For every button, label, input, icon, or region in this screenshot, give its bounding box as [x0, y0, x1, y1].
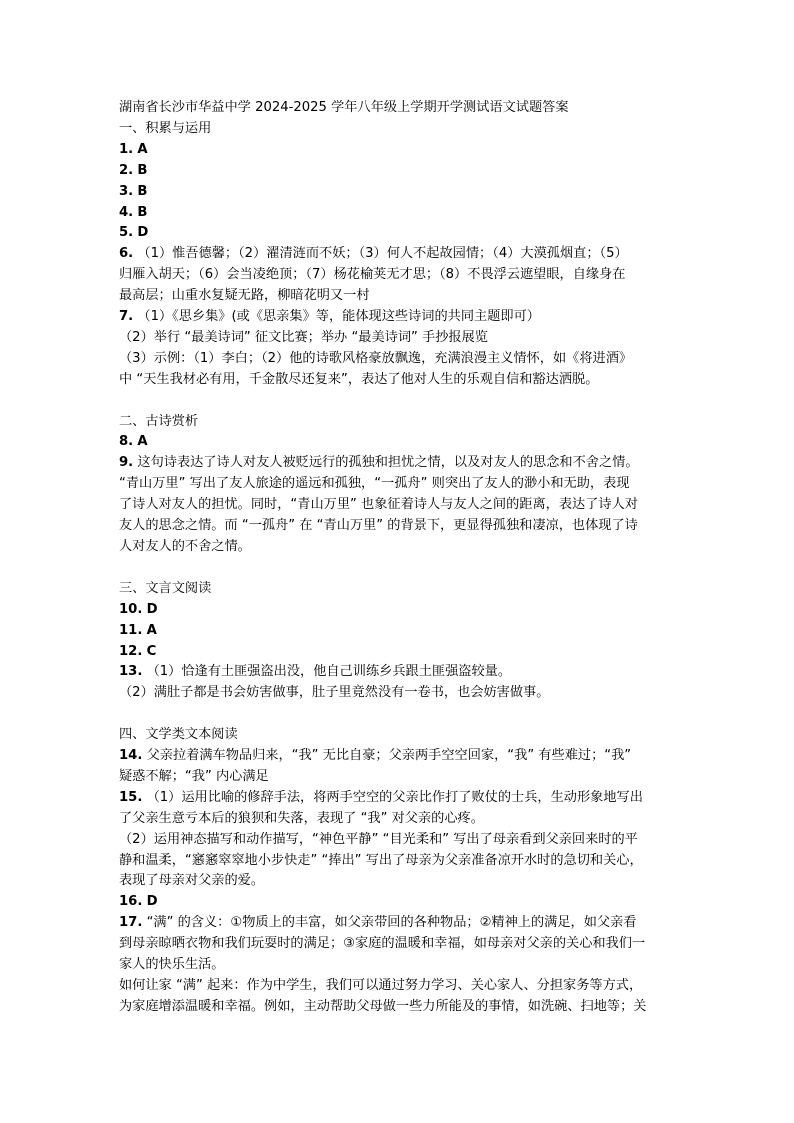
spacer — [119, 391, 685, 412]
answer-choice: A — [137, 141, 148, 157]
answer-q14-line — [119, 746, 685, 767]
answer-q17-line: 为家庭增添温暖和幸福。例如，主动帮助父母做一些力所能及的事情，如洗碗、扫地等；关 — [119, 998, 647, 1014]
answer-choice: D — [146, 894, 158, 910]
answer-q7-line: （3）示例：（1）李白；（2）他的诗歌风格豪放飘逸，充满浪漫主义情怀，如《将进酒》 — [119, 350, 633, 366]
answer-choice: D — [137, 225, 149, 241]
question-number: 1. — [119, 141, 134, 157]
answer-text: （1）《思乡集》(或《思亲集》等，能体现这些诗词的共同主题即可） — [137, 309, 540, 325]
answer-q3 — [119, 182, 685, 203]
answer-choice: A — [146, 622, 157, 638]
answer-q13-line: （2）满肚子都是书会妨害做事，肚子里竟然没有一卷书，也会妨害做事。 — [119, 685, 550, 701]
answer-q9-line: 人对友人的不舍之情。 — [119, 539, 251, 555]
answer-text: （1）恰逢有土匪强盗出没，他自己训练乡兵跟土匪强盗较量。 — [146, 664, 512, 680]
question-number: 2. — [119, 162, 134, 178]
question-number: 16. — [119, 894, 143, 910]
answer-choice: D — [146, 601, 158, 617]
question-number: 12. — [119, 643, 143, 659]
section-heading: 一、积累与运用 — [119, 120, 212, 136]
answer-q17-line: 到母亲晾晒衣物和我们玩耍时的满足；③家庭的温暖和幸福，如母亲对父亲的关心和我们一 — [119, 936, 646, 952]
section-heading: 三、文言文阅读 — [119, 580, 212, 596]
question-number: 11. — [119, 622, 143, 638]
answer-q8 — [119, 432, 685, 453]
question-number: 4. — [119, 204, 134, 220]
answer-choice: A — [137, 434, 148, 450]
answer-q16 — [119, 892, 685, 913]
answer-q13-line — [119, 662, 685, 683]
answer-q9-line: “青山万里” 写出了友人旅途的遥远和孤独，“一孤舟” 则突出了友人的渺小和无助，表现 — [119, 476, 630, 492]
question-number: 14. — [119, 748, 143, 764]
answer-choice: B — [137, 204, 148, 220]
answer-choice: B — [137, 162, 148, 178]
answer-q2 — [119, 161, 685, 182]
answer-document — [119, 98, 685, 1018]
answer-q15-line: 表现了母亲对父亲的爱。 — [119, 873, 265, 889]
question-number: 3. — [119, 183, 134, 199]
answer-q10 — [119, 600, 685, 621]
answer-q7-line: （2）举行 “最美诗词” 征文比赛；举办 “最美诗词” 手抄报展览 — [119, 329, 488, 345]
answer-q12 — [119, 642, 685, 663]
answer-q15-line: 了父亲生意亏本后的狼狈和失落，表现了 “我” 对父亲的心疼。 — [119, 810, 484, 826]
answer-q15-line: 静和温柔，“窸窸窣窣地小步快走” “捧出” 写出了母亲为父亲准备凉开水时的急切和关心， — [119, 852, 643, 868]
answer-q17-line — [119, 913, 685, 934]
question-number: 15. — [119, 789, 143, 805]
answer-q7-line — [119, 307, 685, 328]
question-number: 13. — [119, 664, 143, 680]
question-number: 10. — [119, 601, 143, 617]
answer-q17-line: 如何让家 “满” 起来：作为中学生，我们可以通过努力学习、关心家人、分担家务等方式， — [119, 978, 643, 994]
answer-q4 — [119, 203, 685, 224]
answer-text: 这句诗表达了诗人对友人被贬远行的孤独和担忧之情，以及对友人的思念和不舍之情。 — [137, 455, 639, 471]
answer-q7-line: 中 “天生我材必有用，千金散尽还复来”，表达了他对人生的乐观自信和豁达洒脱。 — [119, 371, 599, 387]
answer-text: （1）运用比喻的修辞手法，将两手空空的父亲比作打了败仗的士兵，生动形象地写出 — [146, 789, 643, 805]
answer-q6-line: 归雁入胡天；（6）会当凌绝顶；（7）杨花榆荚无才思；（8）不畏浮云遮望眼，自缘身在 — [119, 267, 626, 283]
spacer — [119, 558, 685, 579]
section-heading: 二、古诗赏析 — [119, 413, 199, 429]
question-number: 17. — [119, 915, 143, 931]
answer-q17-line: 家人的快乐生活。 — [119, 957, 225, 973]
answer-q1 — [119, 140, 685, 161]
answer-choice: C — [146, 643, 157, 659]
answer-q6-line — [119, 244, 685, 265]
answer-q15-line — [119, 788, 685, 809]
answer-q9-line: 了诗人对友人的担忧。同时，“青山万里” 也象征着诗人与友人之间的距离，表达了诗人对 — [119, 497, 638, 513]
answer-text: （1）惟吾德馨；（2）濯清涟而不妖；（3）何人不起故园情；（4）大漠孤烟直；（5） — [137, 246, 628, 262]
question-number: 6. — [119, 246, 134, 262]
answer-q6-line: 最高层；山重水复疑无路，柳暗花明又一村 — [119, 288, 370, 304]
answer-q9-line: 友人的思念之情。而 “一孤舟” 在 “青山万里” 的背景下，更显得孤独和凄凉，也体现了诗 — [119, 518, 638, 534]
question-number: 5. — [119, 225, 134, 241]
answer-q5 — [119, 223, 685, 244]
answer-q14-line: 疑惑不解；“我” 内心满足 — [119, 768, 269, 784]
answer-text: 父亲拉着满车物品归来，“我” 无比自豪；父亲两手空空回家，“我” 有些难过；“我” — [146, 748, 632, 764]
question-number: 7. — [119, 309, 134, 325]
answer-text: “满” 的含义：①物质上的丰富，如父亲带回的各种物品；②精神上的满足，如父亲看 — [146, 915, 637, 931]
spacer — [119, 704, 685, 725]
answer-q9-line — [119, 453, 685, 474]
answer-q11 — [119, 621, 685, 642]
document-title: 湖南省长沙市华益中学 2024-2025 学年八年级上学期开学测试语文试题答案 — [119, 100, 569, 115]
answer-choice: B — [137, 183, 148, 199]
question-number: 8. — [119, 434, 134, 450]
question-number: 9. — [119, 455, 134, 471]
section-heading: 四、文学类文本阅读 — [119, 727, 238, 743]
answer-q15-line: （2）运用神态描写和动作描写，“神色平静” “目光柔和” 写出了母亲看到父亲回来时的平 — [119, 831, 638, 847]
